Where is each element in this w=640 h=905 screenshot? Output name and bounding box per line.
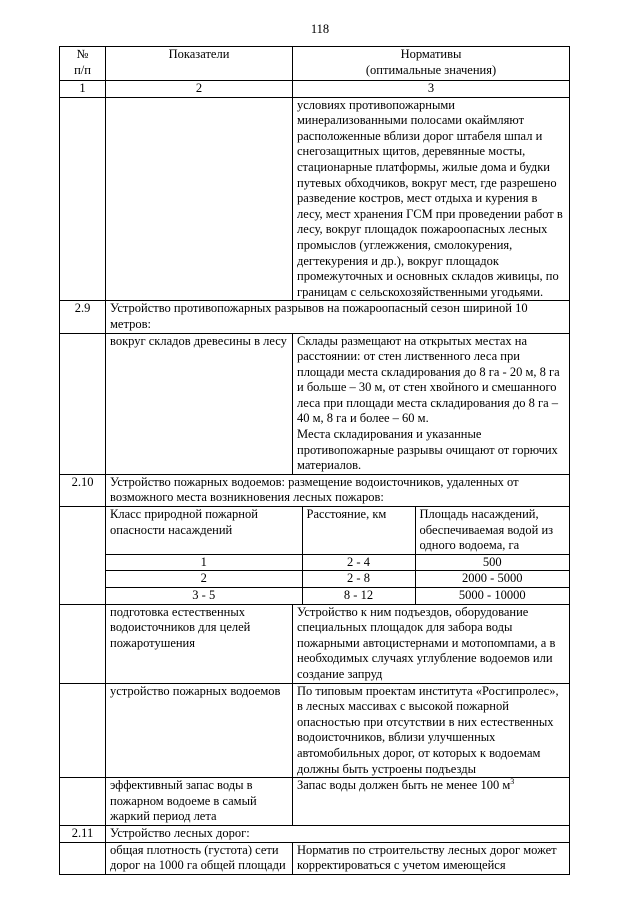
subtable-cell-distance: 8 - 12 [302,588,415,604]
section-2-11-norm: Норматив по строительству лесных дорог может корректироваться с учетом имеющейся [293,842,570,874]
empty-cell [60,842,106,874]
section-2-9-title: Устройство противопожарных разрывов на пожароопасный сезон шириной 10 метров: [106,301,570,333]
subtable-cell [106,507,570,605]
col-num-2: 2 [106,81,293,98]
cubic-superscript: 3 [510,776,515,786]
header-norms: Нормативы (оптимальные значения) [293,47,570,81]
subtable-cell-distance: 2 - 4 [302,554,415,571]
subtable-header-distance: Расстояние, км [302,507,415,554]
norms-table [59,46,570,875]
section-2-10-norm-3 [293,778,570,826]
section-2-11-indicator: общая плотность (густота) сети дорог на 1000 га общей площади [106,842,293,874]
section-2-10-indicator-1: подготовка естественных водоисточников для целей пожаротушения [106,604,293,683]
subtable-row [106,554,569,571]
section-2-9-norm-part1: Склады размещают на открытых местах на расстоянии: от стен лиственного леса при площади места складирования до 8 га - 20 м, 8 га и больше – 30 м, от стен хвойного и смешанного леса при площади места складирования до 8 га – 40 м, 8 га и более – 60 м. [297,333,560,426]
header-number: № п/п [60,47,106,81]
header-indicators: Показатели [106,47,293,81]
table-header-row [60,47,570,81]
continuation-text: условиях противопожарными минерализованными полосами окаймляют расположенные вблизи дорог штабеля шпал и снегозащитных щитов, деревянные мосты, стационарные платформы, жилые дома и будки путевых обходчиков, вокруг мест, где разрешено разведение костров, мест отдыха и курения в лесу, мест хранения ГСМ при проведении работ в лесу, вокруг площадок пожароопасных лесных промыслов (углежжения, смолокурения, дегтекурения и др.), вокруг площадок промежуточных и основных складов живицы, по границам с сельскохозяйственными угодьями. [293,97,570,301]
section-2-11-row [60,842,570,874]
page-number: 118 [310,22,330,36]
section-2-10-indicator-3: эффективный запас воды в пожарном водоеме в самый жаркий период лета [106,778,293,826]
subtable-cell-distance: 2 - 8 [302,571,415,588]
section-2-10-row-1 [60,604,570,683]
subtable-row [106,588,569,604]
col-num-3: 3 [293,81,570,98]
section-2-9-indicator: вокруг складов древесины в лесу [106,333,293,474]
water-reserve-text: Запас воды должен быть не менее 100 м [297,778,511,793]
section-2-9-norm-part2: Места складирования и указанные противопожарные разрывы очищают от горючих материалов. [297,427,558,473]
empty-cell [60,604,106,683]
section-2-9-number: 2.9 [60,301,106,333]
col-num-1: 1 [60,81,106,98]
section-2-11-title-row [60,825,570,842]
section-2-10-title: Устройство пожарных водоемов: размещение водоисточников, удаленных от возможного места возникновения лесных пожаров: [106,474,570,506]
empty-cell [60,97,106,301]
section-2-10-norm-2: По типовым проектам института «Росгипролес», в лесных массивах с высокой пожарной опасностью при отсутствии в них естественных водоисточников, вблизи улучшенных автомобильных дорог, от которых к водоемам должны быть устроены подъезды [293,683,570,778]
section-2-10-row-2 [60,683,570,778]
subtable-cell-area: 2000 - 5000 [415,571,569,588]
section-2-9-norm [293,333,570,474]
subtable-header-class: Класс природной пожарной опасности насаждений [106,507,302,554]
section-2-9-row [60,333,570,474]
section-2-10-norm-1: Устройство к ним подъездов, оборудование специальных площадок для забора воды пожарными автоцистернами и мотопомпами, а в необходимых случаях углубление водоемов или создание запруд [293,604,570,683]
section-2-9-title-row [60,301,570,333]
empty-cell [106,97,293,301]
section-2-10-subtable-row [60,507,570,605]
subtable-row [106,571,569,588]
section-2-10-title-row [60,474,570,506]
subtable-cell-class: 1 [106,554,302,571]
section-2-11-number: 2.11 [60,825,106,842]
subtable-header-area: Площадь насаждений, обеспечиваемая водой из одного водоема, га [415,507,569,554]
subtable-header-row [106,507,569,554]
water-source-table [106,507,569,604]
empty-cell [60,333,106,474]
section-2-10-indicator-2: устройство пожарных водоемов [106,683,293,778]
section-2-10-number: 2.10 [60,474,106,506]
section-2-11-title: Устройство лесных дорог: [106,825,570,842]
empty-cell [60,507,106,605]
section-2-10-row-3 [60,778,570,826]
subtable-cell-area: 500 [415,554,569,571]
continuation-row [60,97,570,301]
empty-cell [60,683,106,778]
empty-cell [60,778,106,826]
subtable-cell-area: 5000 - 10000 [415,588,569,604]
column-number-row [60,81,570,98]
subtable-cell-class: 2 [106,571,302,588]
subtable-cell-class: 3 - 5 [106,588,302,604]
